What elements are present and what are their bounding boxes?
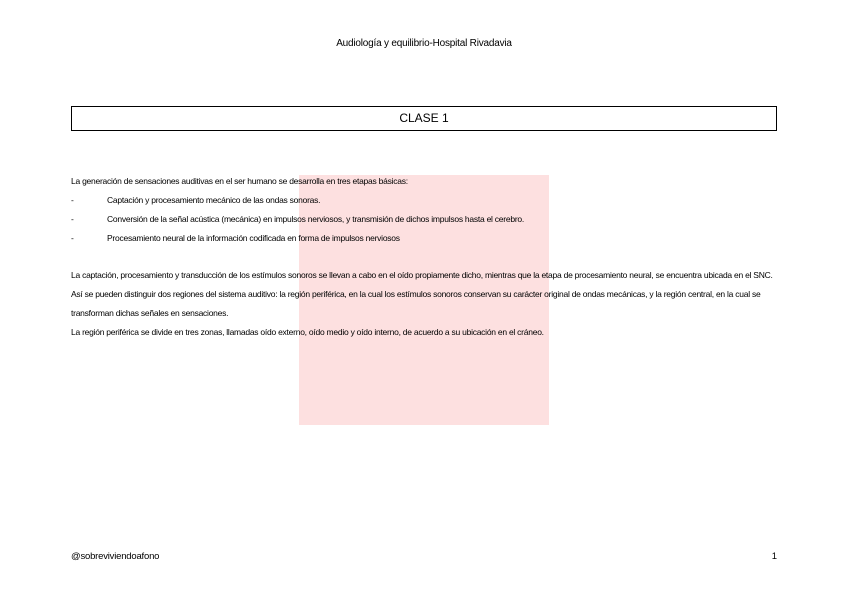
bullet-marker: - (71, 195, 74, 205)
footer-handle: @sobreviviendoafono (71, 551, 160, 562)
page-number: 1 (771, 551, 777, 562)
page-header: Audiología y equilibrio-Hospital Rivadavia (336, 38, 512, 49)
section-title-box (71, 106, 777, 131)
bullet-marker: - (71, 233, 74, 243)
bullet-text: Captación y procesamiento mecánico de las ondas sonoras. (107, 195, 321, 205)
paragraph-auditory-regions: La captación, procesamiento y transducción de los estímulos sonoros se llevan a cabo en el oído propiamente dicho, mientras que la etapa de procesamiento neural, se encuentra ubicada en el SNC. Así se pueden distinguir dos regiones del sistema auditivo: la región periférica, en la cual los estímulos sonoros conservan su carácter original de ondas mecánicas, y la región central, en la cual se transforman dichas señales en sensaciones. (71, 270, 773, 318)
bullet-text: Procesamiento neural de la información codificada en forma de impulsos nerviosos (107, 233, 400, 243)
bullet-marker: - (71, 214, 74, 224)
body-paragraphs (71, 266, 779, 342)
paragraph-peripheral-zones: La región periférica se divide en tres zonas, llamadas oído externo, oído medio y oído interno, de acuerdo a su ubicación en el cráneo. (71, 327, 544, 337)
bullet-text: Conversión de la señal acústica (mecánica) en impulsos nerviosos, y transmisión de dichos impulsos hasta el cerebro. (107, 214, 524, 224)
section-title: CLASE 1 (399, 111, 449, 125)
intro-text: La generación de sensaciones auditivas en el ser humano se desarrolla en tres etapas básicas: (71, 176, 408, 186)
